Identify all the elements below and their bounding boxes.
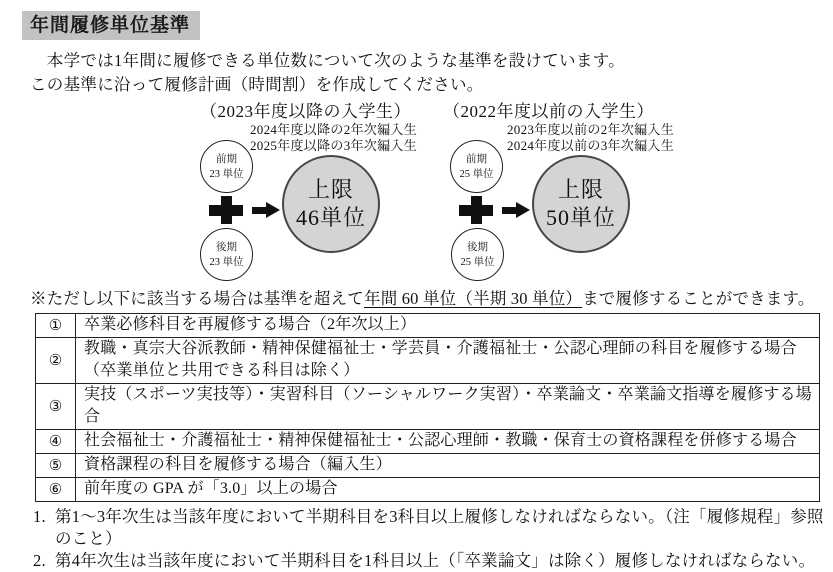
row-text: 卒業必修科目を再履修する場合（2年次以上） xyxy=(76,314,820,338)
row-text: 社会福祉士・介護福祉士・精神保健福祉士・公認心理師・教職・保育士の資格課程を併修する場合 xyxy=(76,430,820,454)
plus-icon xyxy=(459,196,493,224)
limit-credits: 50単位 xyxy=(545,205,616,230)
limit-label: 上限 xyxy=(557,177,604,202)
plus-icon xyxy=(209,196,243,224)
row-text: 資格課程の科目を履修する場合（編入生） xyxy=(76,454,820,478)
term-credits: 23 単位 xyxy=(209,256,244,268)
exception-rules-table xyxy=(35,313,820,502)
term-credits: 25 単位 xyxy=(460,256,495,268)
row-number: ⑤ xyxy=(36,454,76,478)
intro-line-2: この基準に沿って履修計画（時間割）を作成してください。 xyxy=(30,75,484,94)
exception-suffix: まで履修することができます。 xyxy=(582,289,815,308)
table-row xyxy=(36,478,820,502)
table-row xyxy=(36,338,820,384)
table-row xyxy=(36,430,820,454)
footnote-number: 2. xyxy=(33,551,46,570)
transfer-note-line: 2024年度以降の2年次編入生 xyxy=(250,122,417,137)
footnote-2 xyxy=(33,550,828,572)
row-number: ② xyxy=(36,338,76,384)
diagram-left-transfer-notes xyxy=(250,122,417,154)
footnote-number: 1. xyxy=(33,507,46,526)
diagram-left-term1-circle xyxy=(200,140,253,193)
row-number: ③ xyxy=(36,384,76,430)
diagram-left-term2-circle xyxy=(200,228,253,281)
diagram-left-limit-circle xyxy=(282,155,380,253)
diagram-right-transfer-notes xyxy=(507,122,674,154)
intro-paragraph xyxy=(30,49,833,97)
intro-line-1: 本学では1年間に履修できる単位数について次のような基準を設けています。 xyxy=(30,51,625,70)
diagram-right-term2-circle xyxy=(451,228,504,281)
row-text: 前年度の GPA が「3.0」以上の場合 xyxy=(76,478,820,502)
transfer-note-line: 2025年度以降の3年次編入生 xyxy=(250,138,417,153)
footnote-1 xyxy=(33,506,828,550)
credit-limit-diagrams xyxy=(0,100,833,286)
limit-credits: 46単位 xyxy=(295,205,366,230)
footnotes xyxy=(33,506,828,572)
arrow-right-icon xyxy=(502,202,530,218)
limit-label: 上限 xyxy=(307,177,354,202)
diagram-left-header: （2023年度以降の入学生） xyxy=(200,102,411,121)
diagram-right-limit-circle xyxy=(532,155,630,253)
exception-note xyxy=(30,288,833,309)
term-credits: 23 単位 xyxy=(209,168,244,180)
exception-prefix: ※ただし以下に該当する場合は基準を超えて xyxy=(30,289,364,308)
footnote-text: 第1～3年次生は当該年度において半期科目を3科目以上履修しなければならない。（注「履修規程」参照のこと） xyxy=(55,507,824,548)
page-title: 年間履修単位基準 xyxy=(22,11,200,40)
row-number: ④ xyxy=(36,430,76,454)
table-row xyxy=(36,314,820,338)
table-row xyxy=(36,384,820,430)
term-label: 後期 xyxy=(467,241,488,253)
arrow-right-icon xyxy=(252,202,280,218)
row-number: ⑥ xyxy=(36,478,76,502)
term-label: 後期 xyxy=(216,241,237,253)
term-credits: 25 単位 xyxy=(459,168,494,180)
diagram-right-header: （2022年度以前の入学生） xyxy=(443,102,654,121)
row-text: 教職・真宗大谷派教師・精神保健福祉士・学芸員・介護福祉士・公認心理師の科目を履修する場合（卒業単位と共用できる科目は除く） xyxy=(76,338,820,384)
exception-underlined: 年間 60 単位（半期 30 単位） xyxy=(364,289,583,308)
diagram-right-term1-circle xyxy=(450,140,503,193)
row-text: 実技（スポーツ実技等）・実習科目（ソーシャルワーク実習）・卒業論文・卒業論文指導を履修する場合 xyxy=(76,384,820,430)
term-label: 前期 xyxy=(466,153,487,165)
table-row xyxy=(36,454,820,478)
transfer-note-line: 2023年度以前の2年次編入生 xyxy=(507,122,674,137)
transfer-note-line: 2024年度以前の3年次編入生 xyxy=(507,138,674,153)
row-number: ① xyxy=(36,314,76,338)
footnote-text: 第4年次生は当該年度において半期科目を1科目以上（「卒業論文」は除く）履修しなければならない。 xyxy=(55,551,816,570)
term-label: 前期 xyxy=(216,153,237,165)
